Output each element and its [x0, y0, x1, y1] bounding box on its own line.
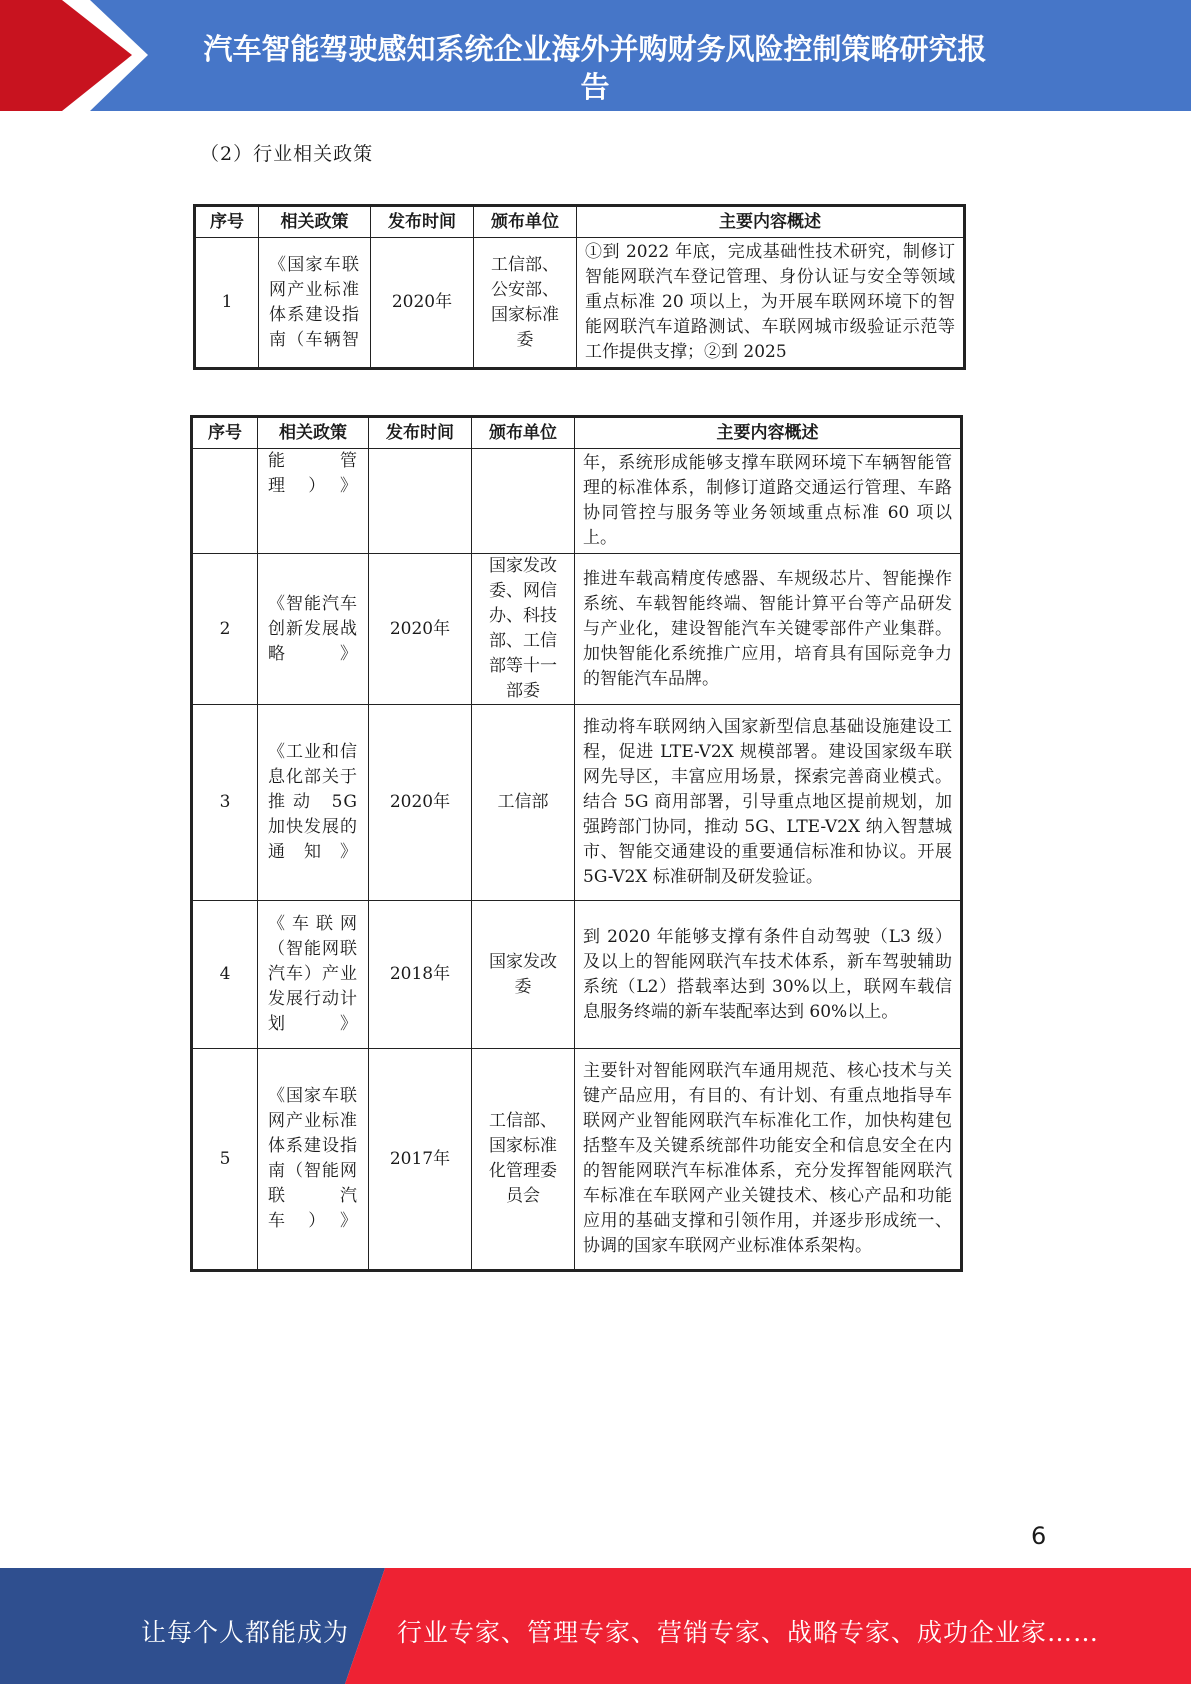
table-header-row [192, 417, 962, 449]
report-title-line1: 汽车智能驾驶感知系统企业海外并购财务风险控制策略研究报 [203, 32, 987, 66]
row-index: 4 [192, 901, 258, 1049]
row-index: 1 [195, 238, 259, 369]
row-policy: 《国家车联网产业标准体系建设指南（车辆智 [259, 238, 371, 369]
table-header-row [195, 206, 965, 238]
report-title [160, 30, 1030, 106]
row-unit: 国家发改委 [472, 901, 575, 1049]
page-footer [0, 1568, 1191, 1684]
row-policy: 《车联网（智能网联汽车）产业发展行动计划》 [258, 901, 369, 1049]
policy-table-part2 [190, 415, 963, 1272]
table-row [192, 449, 962, 554]
policy-table-part1 [193, 204, 966, 370]
row-unit: 工信部、国家标准化管理委员会 [472, 1049, 575, 1271]
row-date [369, 449, 472, 554]
row-unit: 国家发改委、网信办、科技部、工信部等十一部委 [472, 554, 575, 705]
report-title-line2: 告 [580, 70, 610, 104]
row-policy: 《国家车联网产业标准体系建设指南（智能网联 汽车）》 [258, 1049, 369, 1271]
row-date: 2020年 [369, 554, 472, 705]
row-summary: 推进车载高精度传感器、车规级芯片、智能操作系统、车载智能终端、智能计算平台等产品研发与产业化，建设智能汽车关键零部件产业集群。加快智能化系统推广应用，培育具有国际竞争力的智能汽车品牌。 [575, 554, 962, 705]
header-date: 发布时间 [369, 417, 472, 449]
row-unit [472, 449, 575, 554]
row-date: 2020年 [369, 705, 472, 901]
page-header [0, 0, 1191, 111]
row-policy: 《工业和信息化部关于推动 5G 加快发展的通知》 [258, 705, 369, 901]
row-summary: 推动将车联网纳入国家新型信息基础设施建设工程，促进 LTE-V2X 规模部署。建设国家级车联网先导区，丰富应用场景，探索完善商业模式。结合 5G 商用部署，引导重点地区提前规划，加强跨部门协同，推动 5G、LTE-V2X 纳入智慧城市、智能交通建设的重要通信标准和协议。开展 5G-V2X 标准研制及研发验证。 [575, 705, 962, 901]
footer-slogan-left: 让每个人都能成为 [141, 1618, 350, 1647]
header-index: 序号 [192, 417, 258, 449]
header-unit: 颁布单位 [472, 417, 575, 449]
row-index: 3 [192, 705, 258, 901]
row-index: 2 [192, 554, 258, 705]
header-index: 序号 [195, 206, 259, 238]
row-date: 2020年 [371, 238, 474, 369]
header-policy: 相关政策 [258, 417, 369, 449]
row-unit: 工信部 [472, 705, 575, 901]
page-number: 6 [1031, 1522, 1047, 1550]
header-summary: 主要内容概述 [575, 417, 962, 449]
row-unit: 工信部、公安部、国家标准委 [474, 238, 577, 369]
row-date: 2017年 [369, 1049, 472, 1271]
row-index [192, 449, 258, 554]
header-arrow-decoration [0, 0, 150, 111]
row-date: 2018年 [369, 901, 472, 1049]
row-policy: 《智能汽车创新发展战略》 [258, 554, 369, 705]
row-summary: 主要针对智能网联汽车通用规范、核心技术与关键产品应用，有目的、有计划、有重点地指导车联网产业智能网联汽车标准化工作，加快构建包括整车及关键系统部件功能安全和信息安全在内的智能网联汽车标准体系，充分发挥智能网联汽车标准在车联网产业关键技术、核心产品和功能应用的基础支撑和引领作用，并逐步形成统一、协调的国家车联网产业标准体系架构。 [575, 1049, 962, 1271]
table-row [192, 554, 962, 705]
row-index: 5 [192, 1049, 258, 1271]
table-row [192, 1049, 962, 1271]
row-summary: ①到 2022 年底，完成基础性技术研究，制修订智能网联汽车登记管理、身份认证与安全等领域重点标准 20 项以上，为开展车联网环境下的智能网联汽车道路测试、车联网城市级验证示范等工作提供支撑；②到 2025 [577, 238, 965, 369]
table-row [192, 705, 962, 901]
header-summary: 主要内容概述 [577, 206, 965, 238]
header-policy: 相关政策 [259, 206, 371, 238]
header-unit: 颁布单位 [474, 206, 577, 238]
footer-slogan-right: 行业专家、管理专家、营销专家、战略专家、成功企业家…… [397, 1618, 1100, 1647]
row-summary: 年，系统形成能够支撑车联网环境下车辆智能管理的标准体系，制修订道路交通运行管理、车路协同管控与服务等业务领域重点标准 60 项以上。 [575, 449, 962, 554]
table-row [195, 238, 965, 369]
table-row [192, 901, 962, 1049]
section-heading: （2）行业相关政策 [200, 143, 374, 165]
header-date: 发布时间 [371, 206, 474, 238]
row-summary: 到 2020 年能够支撑有条件自动驾驶（L3 级）及以上的智能网联汽车技术体系，新车驾驶辅助系统（L2）搭载率达到 30%以上，联网车载信息服务终端的新车装配率达到 60%以上。 [575, 901, 962, 1049]
row-policy: 能 管理）》 [258, 449, 369, 554]
